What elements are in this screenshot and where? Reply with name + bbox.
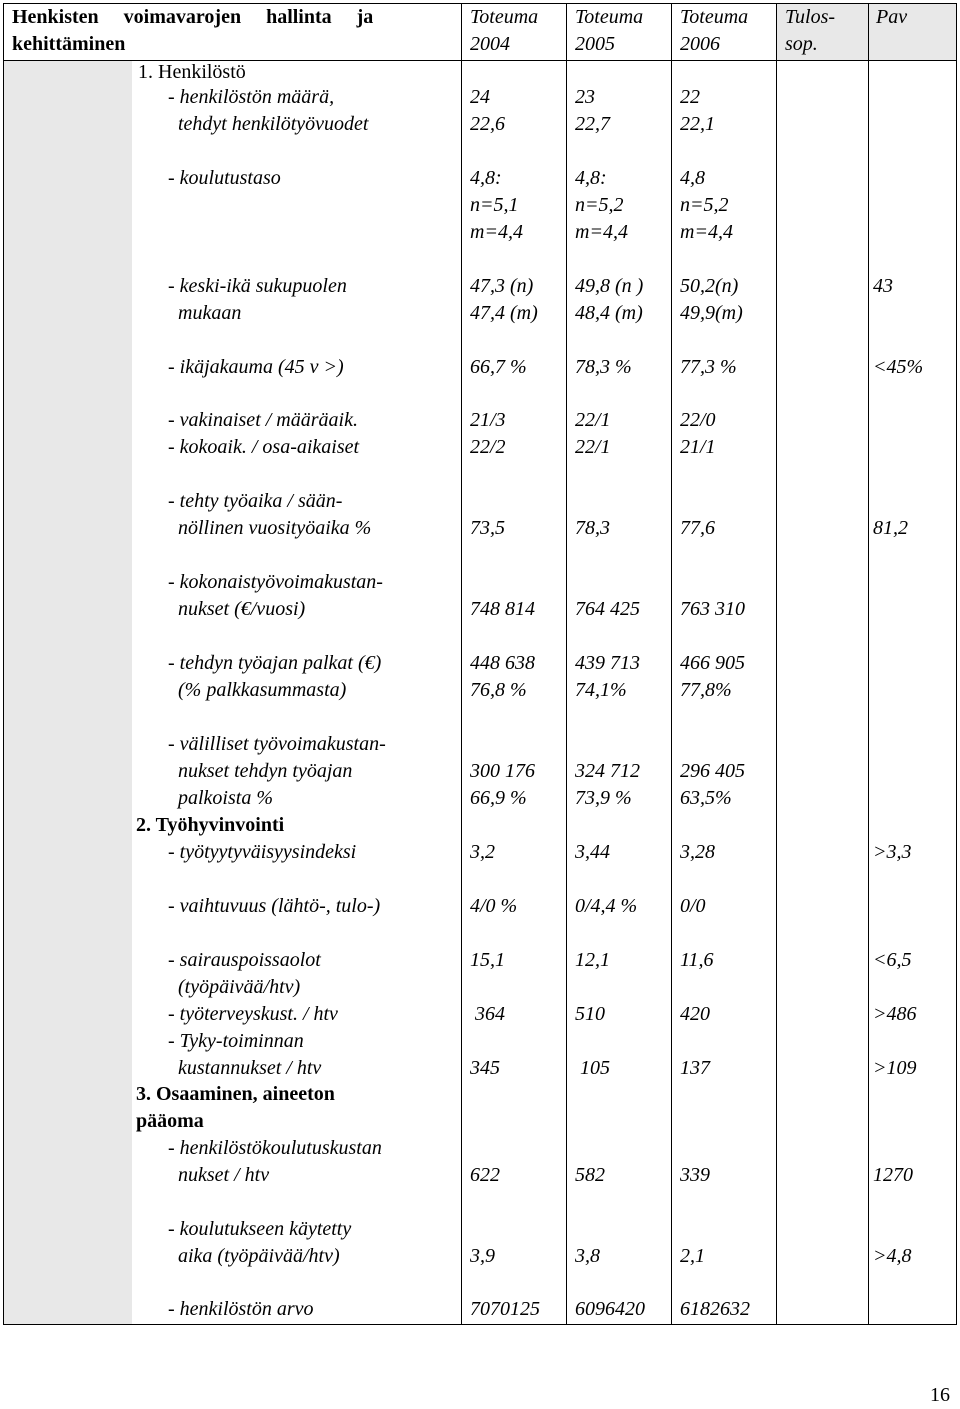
col-2005-year: 2005 xyxy=(575,33,615,55)
cell-v2005: 78,3 % xyxy=(575,356,632,378)
cell-v2004: 300 176 xyxy=(470,760,535,782)
row-label: - henkilöstön määrä, xyxy=(168,86,335,108)
row-label: (% palkkasummasta) xyxy=(168,679,347,701)
col-2005-header: Toteuma xyxy=(575,6,644,28)
cell-v2004: 21/3 xyxy=(470,409,506,431)
cell-v2006: 466 905 xyxy=(680,652,745,674)
cell-v2005: 764 425 xyxy=(575,598,640,620)
cell-v2004: m=4,4 xyxy=(470,221,523,243)
row-label: - työtyytyväisyysindeksi xyxy=(168,841,357,863)
row-label: - henkilöstökoulutuskustan xyxy=(168,1137,382,1159)
cell-v2005: 73,9 % xyxy=(575,787,632,809)
divider xyxy=(566,3,567,1325)
row-label: - kokonaistyövoimakustan- xyxy=(168,571,383,593)
cell-v2006: 420 xyxy=(680,1003,710,1025)
cell-v2004: 24 xyxy=(470,86,490,108)
row-label: - vakinaiset / määräaik. xyxy=(168,409,358,431)
row-label: - koulutukseen käytetty xyxy=(168,1218,352,1240)
section-3-title: 3. Osaaminen, aineeton xyxy=(136,1083,335,1105)
row-label: nöllinen vuosityöaika % xyxy=(168,517,372,539)
section-2-title: 2. Työhyvinvointi xyxy=(136,814,285,836)
cell-v2005: 0/4,4 % xyxy=(575,895,638,917)
cell-v2004: 3,2 xyxy=(470,841,495,863)
cell-v2004: 345 xyxy=(470,1057,500,1079)
row-label: nukset / htv xyxy=(168,1164,270,1186)
cell-pav: >109 xyxy=(873,1057,917,1079)
cell-v2005: n=5,2 xyxy=(575,194,624,216)
cell-v2006: 11,6 xyxy=(680,949,714,971)
cell-v2006: 22,1 xyxy=(680,113,715,135)
cell-v2006: 77,3 % xyxy=(680,356,737,378)
cell-v2004: n=5,1 xyxy=(470,194,519,216)
cell-pav: >486 xyxy=(873,1003,917,1025)
page-number: 16 xyxy=(930,1384,950,1406)
row-label: nukset (€/vuosi) xyxy=(168,598,306,620)
cell-pav: <45% xyxy=(873,356,924,378)
row-label: (työpäivää/htv) xyxy=(168,976,301,998)
cell-v2006: 137 xyxy=(680,1057,710,1079)
col-tulos-header: Tulos- xyxy=(785,6,836,28)
cell-v2005: 3,8 xyxy=(575,1245,600,1267)
cell-v2004: 47,4 (m) xyxy=(470,302,538,324)
cell-v2006: m=4,4 xyxy=(680,221,733,243)
cell-v2006: 2,1 xyxy=(680,1245,705,1267)
cell-v2005: 74,1% xyxy=(575,679,627,701)
cell-v2005: 22/1 xyxy=(575,436,611,458)
col-pav-header: Pav xyxy=(876,6,908,28)
row-label: - vaihtuvuus (lähtö-, tulo-) xyxy=(168,895,381,917)
row-label: - ikäjakauma (45 v >) xyxy=(168,356,344,378)
row-label: - tehty työaika / sään- xyxy=(168,490,343,512)
cell-v2005: 439 713 xyxy=(575,652,640,674)
cell-v2006: 77,6 xyxy=(680,517,715,539)
cell-pav: >3,3 xyxy=(873,841,912,863)
cell-v2004: 7070125 xyxy=(470,1298,540,1320)
col-2006-header: Toteuma xyxy=(680,6,749,28)
cell-v2006: 0/0 xyxy=(680,895,706,917)
cell-v2006: 63,5% xyxy=(680,787,732,809)
table-title-line2: kehittäminen xyxy=(12,33,126,55)
cell-v2004: 47,3 (n) xyxy=(470,275,534,297)
row-label: - Tyky-toiminnan xyxy=(168,1030,304,1052)
cell-v2006: 3,28 xyxy=(680,841,715,863)
cell-v2005: 6096420 xyxy=(575,1298,645,1320)
cell-pav: 43 xyxy=(873,275,893,297)
cell-v2006: 763 310 xyxy=(680,598,745,620)
cell-v2006: 21/1 xyxy=(680,436,716,458)
cell-v2006: 339 xyxy=(680,1164,710,1186)
cell-v2005: 510 xyxy=(575,1003,605,1025)
cell-v2004: 748 814 xyxy=(470,598,535,620)
row-label: nukset tehdyn työajan xyxy=(168,760,353,782)
row-label: - välilliset työvoimakustan- xyxy=(168,733,386,755)
section-3-title-2: pääoma xyxy=(136,1110,204,1132)
cell-v2004: 22/2 xyxy=(470,436,506,458)
cell-v2004: 66,9 % xyxy=(470,787,527,809)
cell-v2006: 77,8% xyxy=(680,679,732,701)
section-1-title: 1. Henkilöstö xyxy=(138,61,246,83)
divider xyxy=(868,3,869,1325)
cell-v2004: 622 xyxy=(470,1164,500,1186)
row-label: - koulutustaso xyxy=(168,167,281,189)
cell-v2005: 324 712 xyxy=(575,760,640,782)
cell-v2004: 22,6 xyxy=(470,113,505,135)
cell-v2005: 3,44 xyxy=(575,841,610,863)
cell-pav: <6,5 xyxy=(873,949,912,971)
cell-v2006: 49,9(m) xyxy=(680,302,743,324)
col-2004-year: 2004 xyxy=(470,33,510,55)
cell-pav: 81,2 xyxy=(873,517,908,539)
cell-pav: 1270 xyxy=(873,1164,913,1186)
cell-v2005: 22/1 xyxy=(575,409,611,431)
divider xyxy=(461,3,462,1325)
cell-v2004: 15,1 xyxy=(470,949,505,971)
cell-v2004: 364 xyxy=(470,1003,505,1025)
cell-v2006: 50,2(n) xyxy=(680,275,739,297)
cell-v2004: 448 638 xyxy=(470,652,535,674)
cell-v2005: 48,4 (m) xyxy=(575,302,643,324)
cell-v2004: 4,8: xyxy=(470,167,502,189)
row-label: mukaan xyxy=(168,302,242,324)
cell-v2004: 4/0 % xyxy=(470,895,518,917)
cell-v2004: 66,7 % xyxy=(470,356,527,378)
col-tulos-header-2: sop. xyxy=(785,33,818,55)
row-label: kustannukset / htv xyxy=(168,1057,322,1079)
row-label: aika (työpäivää/htv) xyxy=(168,1245,340,1267)
col-2004-header: Toteuma xyxy=(470,6,539,28)
cell-v2005: m=4,4 xyxy=(575,221,628,243)
cell-v2006: 22/0 xyxy=(680,409,716,431)
row-label: tehdyt henkilötyövuodet xyxy=(168,113,369,135)
row-label: - tehdyn työajan palkat (€) xyxy=(168,652,382,674)
cell-v2006: n=5,2 xyxy=(680,194,729,216)
cell-v2005: 22,7 xyxy=(575,113,610,135)
cell-v2005: 23 xyxy=(575,86,595,108)
row-label: - työterveyskust. / htv xyxy=(168,1003,338,1025)
cell-v2005: 105 xyxy=(575,1057,610,1079)
cell-v2006: 22 xyxy=(680,86,700,108)
row-label: - sairauspoissaolot xyxy=(168,949,321,971)
col-2006-year: 2006 xyxy=(680,33,720,55)
divider xyxy=(776,3,777,1325)
cell-v2005: 582 xyxy=(575,1164,605,1186)
row-label: - kokoaik. / osa-aikaiset xyxy=(168,436,360,458)
cell-v2006: 296 405 xyxy=(680,760,745,782)
row-label: - henkilöstön arvo xyxy=(168,1298,314,1320)
cell-v2004: 3,9 xyxy=(470,1245,495,1267)
cell-v2005: 78,3 xyxy=(575,517,610,539)
cell-v2004: 76,8 % xyxy=(470,679,527,701)
cell-v2006: 4,8 xyxy=(680,167,705,189)
table-title-line1: Henkisten voimavarojen hallinta ja xyxy=(12,6,374,28)
cell-pav: >4,8 xyxy=(873,1245,912,1267)
cell-v2005: 12,1 xyxy=(575,949,610,971)
cell-v2006: 6182632 xyxy=(680,1298,750,1320)
cell-v2005: 4,8: xyxy=(575,167,607,189)
row-label: - keski-ikä sukupuolen xyxy=(168,275,347,297)
divider xyxy=(671,3,672,1325)
row-label: palkoista % xyxy=(168,787,273,809)
cell-v2005: 49,8 (n ) xyxy=(575,275,644,297)
cell-v2004: 73,5 xyxy=(470,517,505,539)
